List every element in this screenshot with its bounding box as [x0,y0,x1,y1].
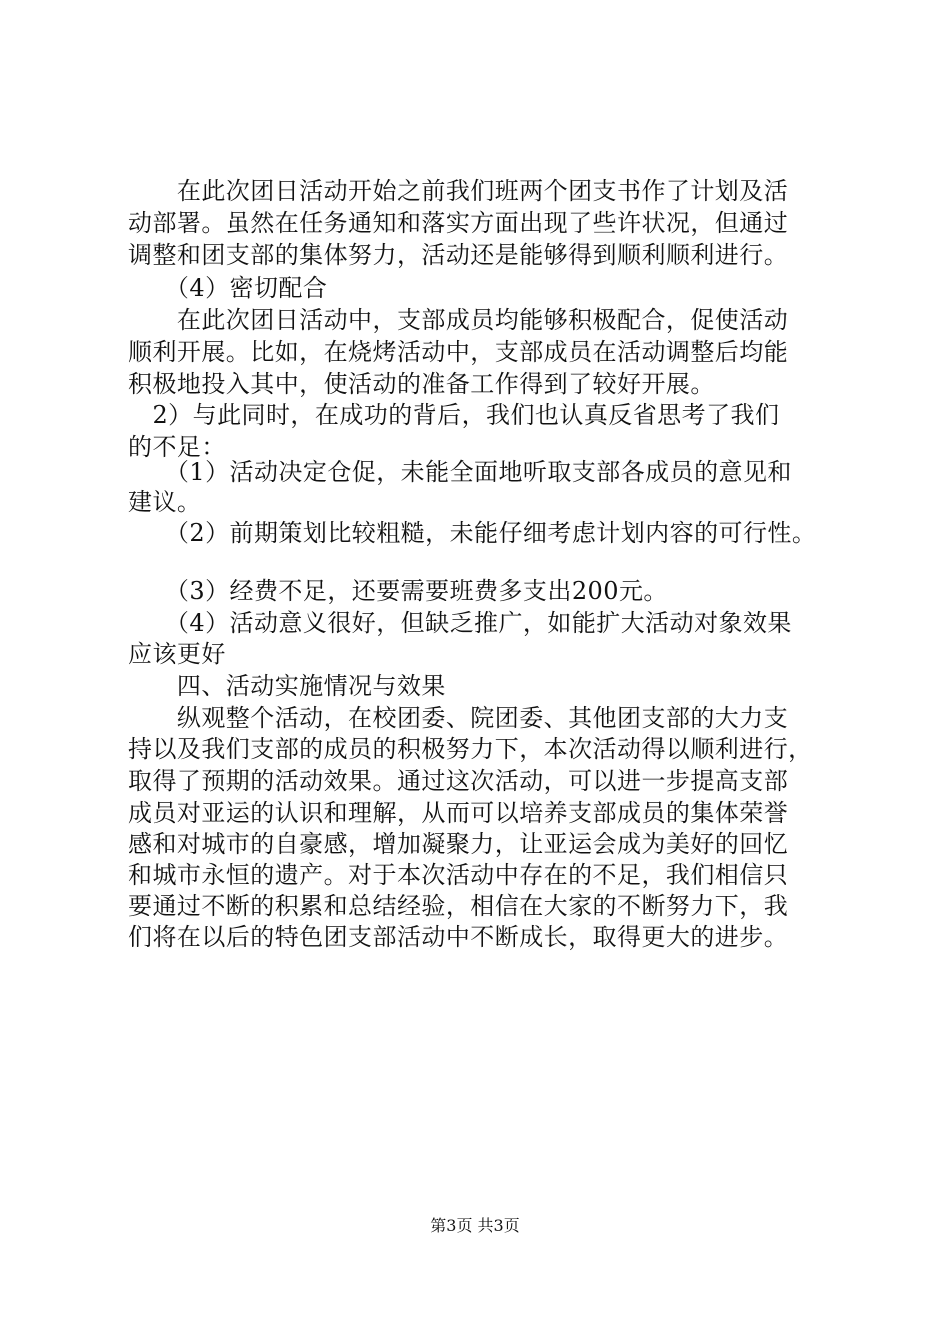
body-text-line: 调整和团支部的集体努力，活动还是能够得到顺利顺利进行。 [128,241,789,269]
body-text-line: 在此次团日活动中，支部成员均能够积极配合，促使活动 [128,306,789,334]
subheading-line: （4）密切配合 [128,274,328,302]
body-text-line: 持以及我们支部的成员的积极努力下，本次活动得以顺利进行， [128,735,813,763]
section-heading: 四、活动实施情况与效果 [128,672,446,700]
body-text-line: 要通过不断的积累和总结经验，相信在大家的不断努力下，我 [128,892,789,920]
body-text-line: 们将在以后的特色团支部活动中不断成长，取得更大的进步。 [128,923,789,951]
list-item-line: 建议。 [128,488,202,516]
list-item-line: （1）活动决定仓促，未能全面地听取支部各成员的意见和 [128,458,792,486]
body-text-line: 感和对城市的自豪感，增加凝聚力，让亚运会成为美好的回忆 [128,830,789,858]
body-text-line: 和城市永恒的遗产。对于本次活动中存在的不足，我们相信只 [128,861,789,889]
list-item-line: （3）经费不足，还要需要班费多支出200元。 [128,577,668,605]
list-item-line: （4）活动意义很好，但缺乏推广，如能扩大活动对象效果 [128,609,792,637]
body-text-line: 2）与此同时，在成功的背后，我们也认真反省思考了我们 [128,401,780,429]
page-number-footer: 第3页 共3页 [430,1216,520,1235]
list-item-line: 应该更好 [128,640,226,668]
body-text-line: 纵观整个活动，在校团委、院团委、其他团支部的大力支 [128,704,789,732]
list-item-line: （2）前期策划比较粗糙，未能仔细考虑计划内容的可行性。 [128,519,817,547]
body-text-line: 取得了预期的活动效果。通过这次活动，可以进一步提高支部 [128,767,789,795]
body-text-line: 积极地投入其中，使活动的准备工作得到了较好开展。 [128,370,715,398]
body-text-line: 在此次团日活动开始之前我们班两个团支书作了计划及活 [128,177,789,205]
body-text-line: 顺利开展。比如，在烧烤活动中，支部成员在活动调整后均能 [128,338,789,366]
body-text-line: 的不足： [128,433,226,461]
body-text-line: 成员对亚运的认识和理解，从而可以培养支部成员的集体荣誉 [128,799,789,827]
body-text-line: 动部署。虽然在任务通知和落实方面出现了些许状况，但通过 [128,209,789,237]
